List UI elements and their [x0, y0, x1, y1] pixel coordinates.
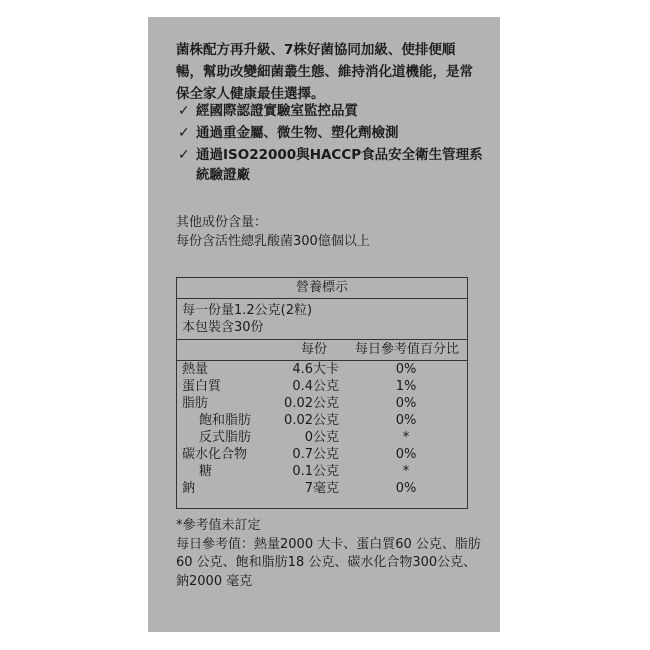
nutrient-name: 脂肪 [182, 396, 209, 411]
per-serving-value: 0.7公克 [292, 447, 339, 462]
daily-value-percent: 0% [395, 447, 417, 462]
other-ingredients-value: 每份含活性總乳酸菌300億個以上 [176, 234, 370, 249]
daily-reference-note: 每日參考值：熱量2000 大卡、蛋白質60 公克、脂肪60 公克、飽和脂肪18 公克、碳水化合物300公克、鈉2000 毫克 [176, 536, 481, 589]
column-header-per-serving: 每份 [300, 342, 327, 357]
daily-value-percent: * [402, 464, 410, 479]
daily-value-percent: * [402, 430, 410, 445]
table-row [177, 395, 467, 412]
certification-list [176, 101, 486, 187]
product-info-panel [148, 17, 500, 632]
table-row [177, 361, 467, 378]
table-row [177, 412, 467, 429]
nutrient-name: 熱量 [182, 362, 209, 377]
check-icon: ✓ [178, 103, 190, 119]
nutrition-table [176, 277, 468, 509]
nutrient-name: 蛋白質 [182, 379, 222, 394]
column-header-daily-value: 每日參考值百分比 [354, 342, 459, 357]
serving-info [177, 299, 467, 340]
per-serving-value: 0.02公克 [284, 396, 339, 411]
reference-notes [176, 517, 486, 591]
nutrition-title: 營養標示 [177, 278, 467, 299]
check-icon: ✓ [178, 147, 190, 163]
nutrient-name: 碳水化合物 [182, 447, 248, 462]
serving-size: 每一份量1.2公克(2粒) [182, 303, 313, 318]
daily-value-percent: 0% [395, 396, 417, 411]
certification-text: 通過ISO22000與HACCP食品安全衛生管理系統驗證廠 [196, 147, 483, 183]
certification-item [176, 145, 486, 185]
table-row [177, 378, 467, 395]
certification-text: 通過重金屬、微生物、塑化劑檢測 [196, 125, 399, 141]
per-serving-value: 0.4公克 [292, 379, 339, 394]
per-serving-value: 4.6大卡 [292, 362, 339, 377]
other-ingredients-label: 其他成份含量： [176, 215, 268, 230]
nutrition-rows [177, 361, 467, 497]
table-row [177, 463, 467, 480]
per-serving-value: 0公克 [304, 430, 339, 445]
nutrition-header-row [177, 340, 467, 361]
table-row [177, 446, 467, 463]
nutrient-name: 反式脂肪 [199, 430, 252, 445]
table-row [177, 480, 467, 497]
certification-item [176, 123, 486, 143]
nutrient-name: 飽和脂肪 [199, 413, 252, 428]
per-serving-value: 0.1公克 [292, 464, 339, 479]
daily-value-percent: 0% [395, 481, 417, 496]
other-ingredients [176, 213, 370, 251]
per-serving-value: 7毫克 [304, 481, 339, 496]
asterisk-note: *參考值未訂定 [176, 518, 261, 533]
nutrient-name: 鈉 [182, 481, 196, 496]
intro-text: 菌株配方再升級、7株好菌協同加級、使排便順暢，幫助改變細菌叢生態、維持消化道機能，是常保全家人健康最佳選擇。 [176, 42, 473, 102]
certification-item [176, 101, 486, 121]
daily-value-percent: 1% [395, 379, 417, 394]
nutrient-name: 糖 [199, 464, 213, 479]
servings-per-package: 本包裝含30份 [182, 320, 264, 335]
check-icon: ✓ [178, 125, 190, 141]
daily-value-percent: 0% [395, 413, 417, 428]
table-row [177, 429, 467, 446]
certification-text: 經國際認證實驗室監控品質 [196, 103, 358, 119]
daily-value-percent: 0% [395, 362, 417, 377]
per-serving-value: 0.02公克 [284, 413, 339, 428]
